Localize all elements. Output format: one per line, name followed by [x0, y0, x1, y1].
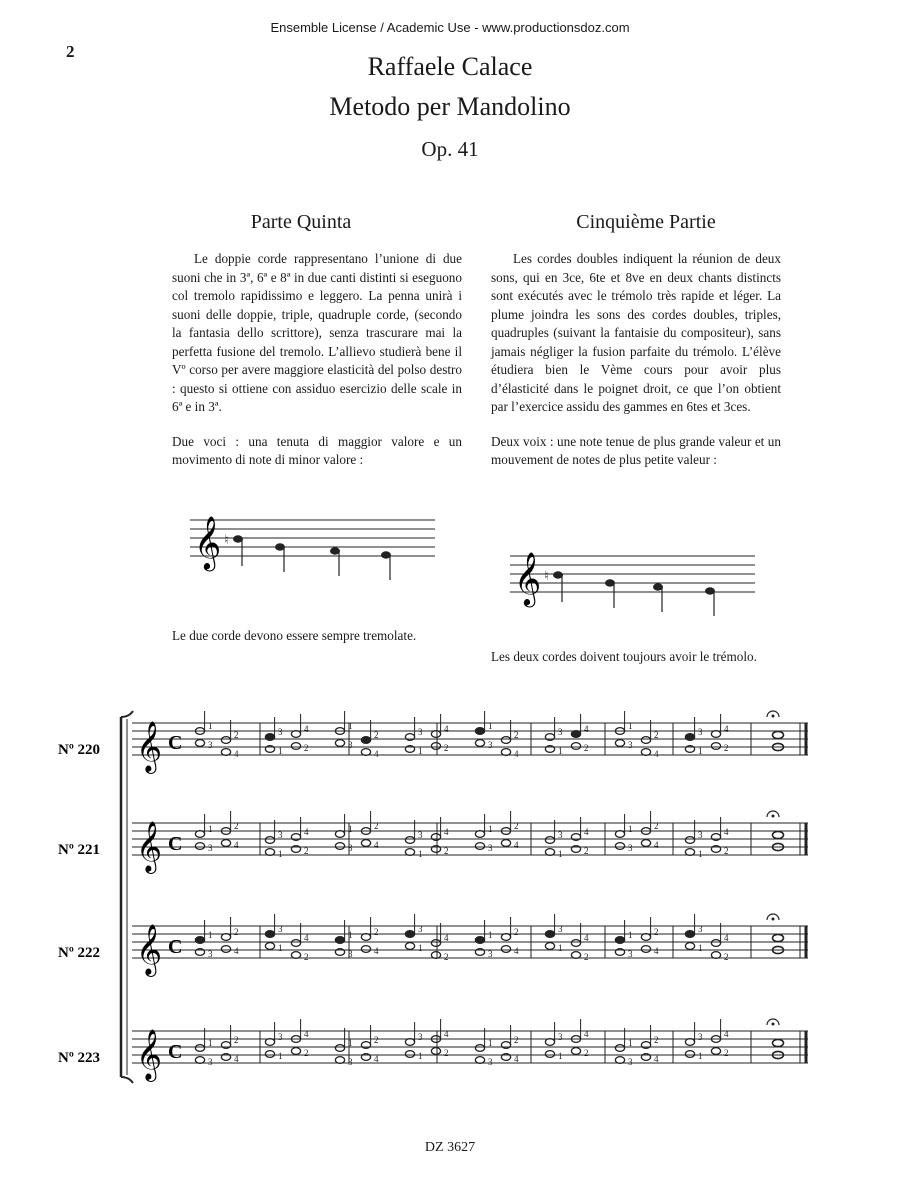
svg-text:2: 2 — [304, 1048, 309, 1058]
svg-text:3: 3 — [208, 740, 213, 750]
svg-text:3: 3 — [348, 1057, 353, 1067]
french-example-staff — [510, 542, 760, 622]
svg-text:3: 3 — [698, 924, 703, 934]
svg-text:1: 1 — [418, 1051, 423, 1061]
svg-text:3: 3 — [278, 924, 283, 934]
svg-text:1: 1 — [558, 1051, 563, 1061]
svg-text:4: 4 — [514, 1054, 519, 1064]
svg-text:2: 2 — [724, 952, 729, 962]
svg-text:4: 4 — [234, 840, 239, 850]
time-signature: C — [168, 732, 183, 754]
svg-text:♮: ♮ — [544, 568, 549, 583]
svg-text:1: 1 — [418, 849, 423, 859]
license-line: Ensemble License / Academic Use - www.productionsdoz.com — [270, 20, 630, 35]
svg-text:3: 3 — [418, 727, 423, 737]
svg-text:2: 2 — [374, 1035, 379, 1045]
svg-text:3: 3 — [698, 1032, 703, 1042]
svg-text:3: 3 — [558, 727, 563, 737]
svg-text:1: 1 — [208, 824, 213, 834]
svg-text:3: 3 — [208, 843, 213, 853]
svg-text:3: 3 — [348, 843, 353, 853]
svg-text:1: 1 — [208, 1038, 213, 1048]
svg-text:2: 2 — [444, 952, 449, 962]
svg-text:2: 2 — [514, 927, 519, 937]
svg-text:4: 4 — [374, 1054, 379, 1064]
svg-text:2: 2 — [374, 821, 379, 831]
svg-text:4: 4 — [304, 933, 309, 943]
svg-text:3: 3 — [418, 1032, 423, 1042]
svg-text:1: 1 — [348, 1038, 353, 1048]
french-paragraph-1: Les cordes doubles indiquent la réunion de deux sons, qui en 3ce, 6te et 8ve en deux chants distincts sont exécutés avec le trémolo très rapide et léger. La plume joindra les sons des cordes doubles, triples, quadruples (suivant la fantaisie du compositeur), sans jamais négliger la fusion parfaite du trémolo. L’élève étudiera bien le Vème cours pour avoir plus d’élasticité dans le poignet droit, ce que l’on obtient par l’exercice assidu des gammes en 6tes et 3ces. — [491, 251, 781, 414]
svg-text:4: 4 — [654, 946, 659, 956]
exercise-label: Nº 221 — [58, 842, 101, 858]
svg-text:4: 4 — [304, 827, 309, 837]
svg-text:2: 2 — [584, 952, 589, 962]
svg-text:4: 4 — [444, 827, 449, 837]
svg-text:4: 4 — [724, 1029, 729, 1039]
svg-text:1: 1 — [698, 943, 703, 953]
svg-text:3: 3 — [488, 843, 493, 853]
italian-paragraph-1: Le doppie corde rappresentano l’unione di due suoni che in 3ª, 6ª e 8ª in due canti distinti si eseguono col tremolo rapidissimo e leggero. La penna unirà i suoni delle doppie, triple, quadruple corde, (secondo la fantasia dello scrittore), senza trascurare mai la perfetta fusione del tremolo. L’allievo studierà bene il Vº corso per avere maggiore elasticità del polso destro : questo si ottiene con assiduo esercizio delle scale in 6ª e in 3ª. — [172, 251, 462, 414]
svg-text:2: 2 — [514, 1035, 519, 1045]
svg-text:4: 4 — [584, 827, 589, 837]
svg-text:4: 4 — [654, 840, 659, 850]
svg-text:4: 4 — [584, 933, 589, 943]
svg-text:4: 4 — [514, 749, 519, 759]
page-number: 2 — [66, 42, 75, 61]
italian-example-staff — [190, 506, 440, 586]
svg-text:2: 2 — [234, 821, 239, 831]
french-paragraph-3: Les deux cordes doivent toujours avoir le trémolo. — [491, 649, 757, 664]
svg-text:2: 2 — [234, 1035, 239, 1045]
french-heading: Cinquième Partie — [576, 211, 716, 233]
time-signature: C — [168, 1041, 183, 1063]
svg-text:2: 2 — [584, 1048, 589, 1058]
composer-name: Raffaele Calace — [367, 52, 533, 81]
svg-text:3: 3 — [418, 830, 423, 840]
treble-clef-icon: 𝄞 — [136, 925, 163, 974]
treble-clef-icon: 𝄞 — [136, 722, 163, 771]
svg-text:2: 2 — [304, 743, 309, 753]
svg-text:2: 2 — [444, 743, 449, 753]
svg-text:1: 1 — [488, 1038, 493, 1048]
svg-text:1: 1 — [278, 943, 283, 953]
svg-text:4: 4 — [374, 946, 379, 956]
svg-text:3: 3 — [208, 1057, 213, 1067]
svg-text:2: 2 — [654, 730, 659, 740]
svg-text:2: 2 — [234, 730, 239, 740]
svg-text:2: 2 — [444, 1048, 449, 1058]
time-signature: C — [168, 936, 183, 958]
french-paragraph-2: Deux voix : une note tenue de plus grande valeur et un mouvement de notes de plus petite valeur : — [491, 433, 781, 467]
svg-text:3: 3 — [278, 727, 283, 737]
exercise-label: Nº 222 — [58, 945, 101, 961]
svg-text:4: 4 — [724, 933, 729, 943]
time-signature: C — [168, 833, 183, 855]
svg-text:3: 3 — [488, 740, 493, 750]
svg-text:4: 4 — [444, 1029, 449, 1039]
svg-text:4: 4 — [514, 946, 519, 956]
svg-text:4: 4 — [304, 1029, 309, 1039]
italian-heading: Parte Quinta — [250, 211, 352, 233]
svg-text:1: 1 — [418, 746, 423, 756]
svg-text:2: 2 — [724, 846, 729, 856]
svg-text:2: 2 — [514, 730, 519, 740]
exercise-label: Nº 220 — [58, 742, 101, 758]
svg-text:3: 3 — [558, 1032, 563, 1042]
svg-text:4: 4 — [724, 724, 729, 734]
svg-text:1: 1 — [348, 930, 353, 940]
svg-text:1: 1 — [208, 721, 213, 731]
svg-text:3: 3 — [628, 1057, 633, 1067]
staves — [132, 711, 808, 1082]
svg-text:2: 2 — [304, 846, 309, 856]
svg-text:2: 2 — [374, 927, 379, 937]
svg-text:2: 2 — [654, 927, 659, 937]
svg-text:1: 1 — [348, 721, 353, 731]
svg-text:4: 4 — [304, 724, 309, 734]
exercise-label: Nº 223 — [58, 1050, 101, 1066]
svg-text:1: 1 — [698, 1051, 703, 1061]
svg-text:3: 3 — [418, 924, 423, 934]
exercise-score — [0, 705, 900, 1095]
svg-text:2: 2 — [444, 846, 449, 856]
svg-text:3: 3 — [628, 740, 633, 750]
treble-clef-icon: 𝄞 — [136, 822, 163, 871]
svg-text:2: 2 — [304, 952, 309, 962]
svg-text:4: 4 — [584, 724, 589, 734]
treble-clef-icon: 𝄞 — [194, 517, 222, 568]
svg-text:1: 1 — [698, 849, 703, 859]
svg-text:2: 2 — [374, 730, 379, 740]
svg-text:3: 3 — [208, 949, 213, 959]
svg-text:3: 3 — [558, 830, 563, 840]
svg-text:1: 1 — [488, 721, 493, 731]
work-title: Metodo per Mandolino — [329, 92, 571, 121]
svg-text:1: 1 — [278, 746, 283, 756]
svg-text:3: 3 — [488, 1057, 493, 1067]
svg-text:3: 3 — [698, 727, 703, 737]
svg-text:4: 4 — [654, 1054, 659, 1064]
treble-clef-icon: 𝄞 — [136, 1030, 163, 1079]
treble-clef-icon: 𝄞 — [514, 553, 542, 604]
svg-text:4: 4 — [374, 749, 379, 759]
svg-text:1: 1 — [558, 943, 563, 953]
svg-text:1: 1 — [348, 824, 353, 834]
svg-text:4: 4 — [444, 933, 449, 943]
svg-text:3: 3 — [348, 949, 353, 959]
svg-text:1: 1 — [278, 1051, 283, 1061]
italian-text-block — [172, 250, 462, 470]
svg-text:2: 2 — [584, 846, 589, 856]
italian-paragraph-3: Le due corde devono essere sempre tremolate. — [172, 628, 417, 643]
svg-text:4: 4 — [234, 1054, 239, 1064]
svg-text:2: 2 — [584, 743, 589, 753]
svg-text:1: 1 — [698, 746, 703, 756]
svg-text:3: 3 — [698, 830, 703, 840]
svg-text:1: 1 — [558, 849, 563, 859]
svg-text:4: 4 — [234, 946, 239, 956]
svg-text:3: 3 — [488, 949, 493, 959]
svg-text:4: 4 — [724, 827, 729, 837]
svg-text:4: 4 — [584, 1029, 589, 1039]
svg-text:3: 3 — [558, 924, 563, 934]
svg-text:2: 2 — [654, 1035, 659, 1045]
svg-text:1: 1 — [418, 943, 423, 953]
svg-text:4: 4 — [654, 749, 659, 759]
svg-text:4: 4 — [374, 840, 379, 850]
svg-text:2: 2 — [724, 1048, 729, 1058]
svg-text:2: 2 — [234, 927, 239, 937]
svg-text:3: 3 — [628, 843, 633, 853]
svg-text:4: 4 — [444, 724, 449, 734]
svg-text:2: 2 — [514, 821, 519, 831]
svg-text:1: 1 — [208, 930, 213, 940]
svg-text:1: 1 — [628, 721, 633, 731]
french-text-block — [491, 250, 781, 470]
svg-text:3: 3 — [628, 949, 633, 959]
svg-text:1: 1 — [628, 930, 633, 940]
svg-text:1: 1 — [278, 849, 283, 859]
svg-text:1: 1 — [488, 930, 493, 940]
catalog-number: DZ 3627 — [424, 1140, 476, 1155]
svg-text:3: 3 — [278, 1032, 283, 1042]
opus-number: Op. 41 — [421, 137, 479, 161]
svg-text:2: 2 — [654, 821, 659, 831]
svg-text:1: 1 — [488, 824, 493, 834]
italian-paragraph-2: Due voci : una tenuta di maggior valore e un movimento di note di minor valore : — [172, 433, 462, 467]
svg-text:1: 1 — [628, 824, 633, 834]
svg-text:♮: ♮ — [224, 532, 229, 547]
svg-text:4: 4 — [514, 840, 519, 850]
svg-text:2: 2 — [724, 743, 729, 753]
svg-text:4: 4 — [234, 749, 239, 759]
svg-text:1: 1 — [558, 746, 563, 756]
svg-text:3: 3 — [348, 740, 353, 750]
svg-text:3: 3 — [278, 830, 283, 840]
svg-text:1: 1 — [628, 1038, 633, 1048]
